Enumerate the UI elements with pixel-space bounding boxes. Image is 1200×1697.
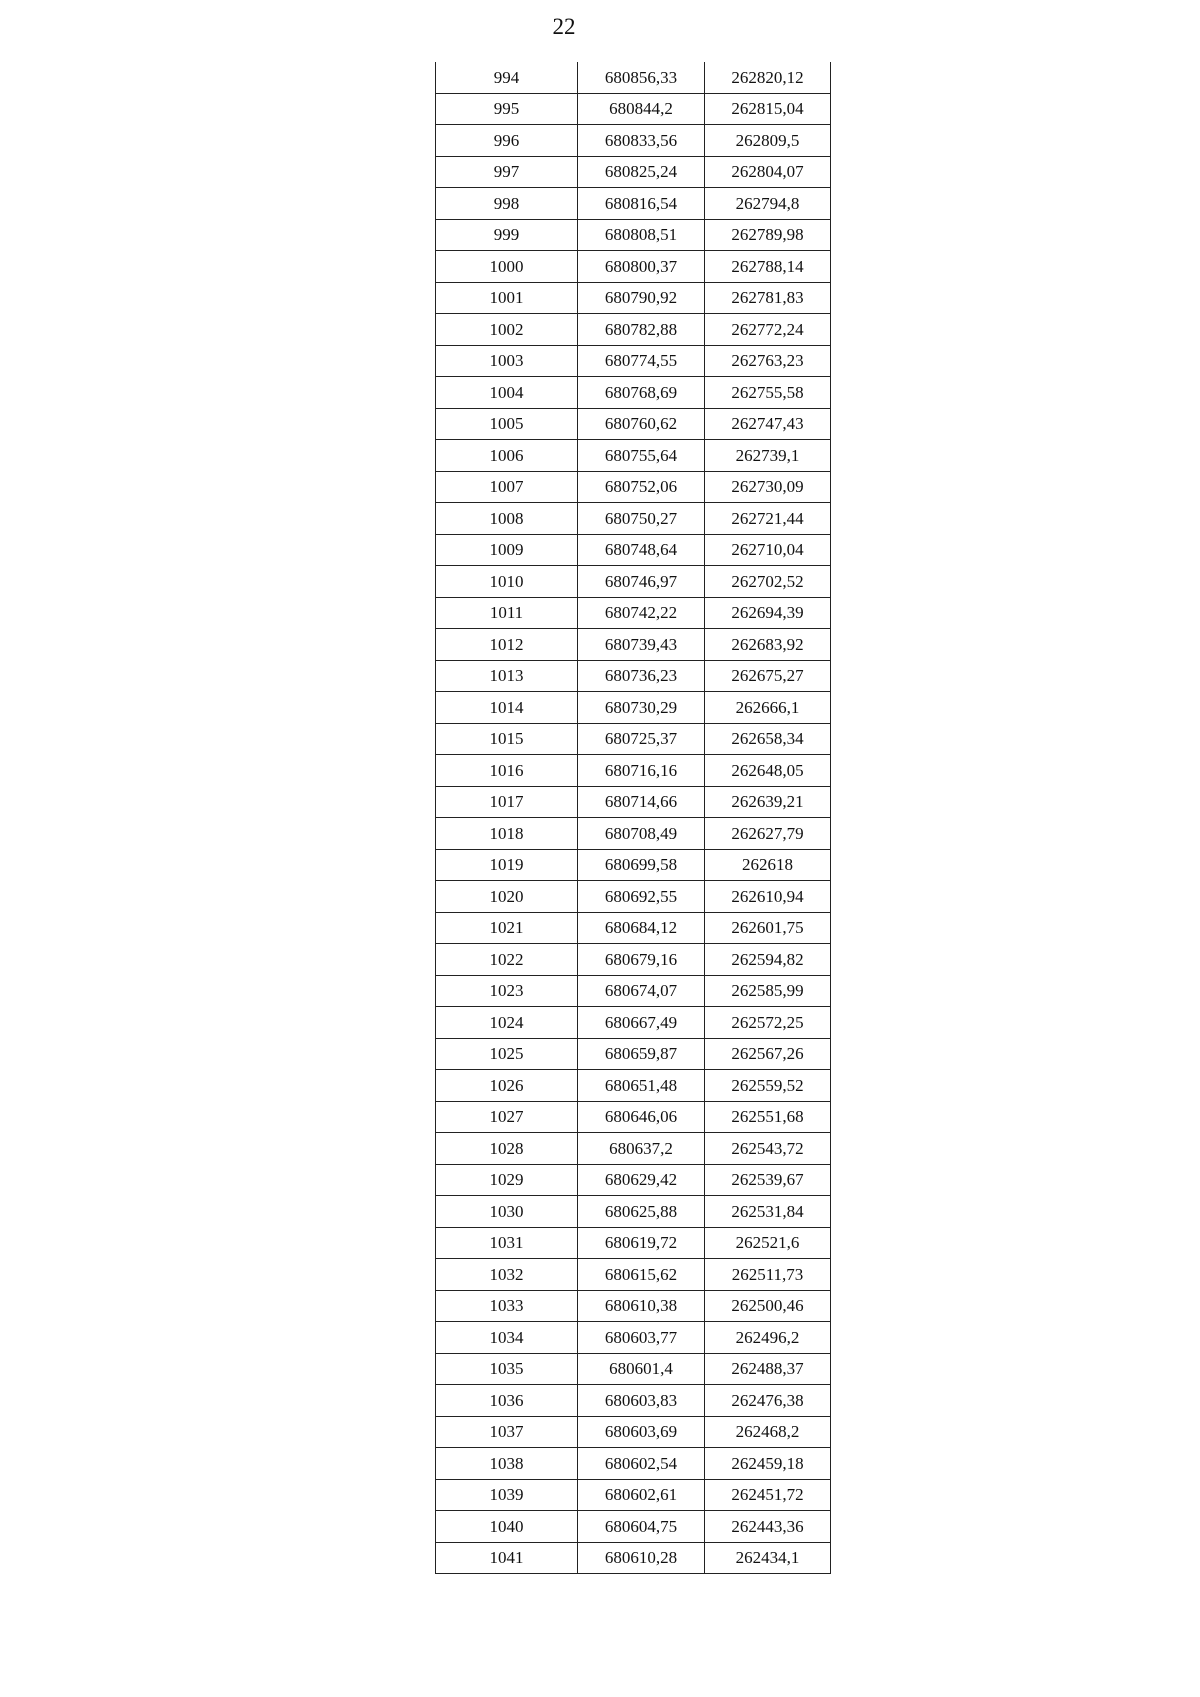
x-coordinate-cell: 680748,64 — [578, 534, 705, 566]
y-coordinate-cell: 262476,38 — [705, 1385, 831, 1417]
x-coordinate-cell: 680808,51 — [578, 219, 705, 251]
table-row — [436, 125, 831, 157]
x-coordinate-cell: 680603,83 — [578, 1385, 705, 1417]
table-row — [436, 1385, 831, 1417]
table-row — [436, 849, 831, 881]
x-coordinate-cell: 680800,37 — [578, 251, 705, 283]
y-coordinate-cell: 262443,36 — [705, 1511, 831, 1543]
point-number-cell: 1008 — [436, 503, 578, 535]
point-number-cell: 1012 — [436, 629, 578, 661]
table-row — [436, 156, 831, 188]
x-coordinate-cell: 680736,23 — [578, 660, 705, 692]
point-number-cell: 1007 — [436, 471, 578, 503]
point-number-cell: 1035 — [436, 1353, 578, 1385]
y-coordinate-cell: 262815,04 — [705, 93, 831, 125]
x-coordinate-cell: 680629,42 — [578, 1164, 705, 1196]
y-coordinate-cell: 262539,67 — [705, 1164, 831, 1196]
table-row — [436, 503, 831, 535]
point-number-cell: 1017 — [436, 786, 578, 818]
x-coordinate-cell: 680725,37 — [578, 723, 705, 755]
y-coordinate-cell: 262730,09 — [705, 471, 831, 503]
y-coordinate-cell: 262610,94 — [705, 881, 831, 913]
y-coordinate-cell: 262747,43 — [705, 408, 831, 440]
point-number-cell: 1016 — [436, 755, 578, 787]
x-coordinate-cell: 680610,28 — [578, 1542, 705, 1574]
coordinates-table-body — [436, 62, 831, 1574]
table-row — [436, 786, 831, 818]
x-coordinate-cell: 680651,48 — [578, 1070, 705, 1102]
x-coordinate-cell: 680730,29 — [578, 692, 705, 724]
x-coordinate-cell: 680602,54 — [578, 1448, 705, 1480]
x-coordinate-cell: 680708,49 — [578, 818, 705, 850]
x-coordinate-cell: 680684,12 — [578, 912, 705, 944]
x-coordinate-cell: 680610,38 — [578, 1290, 705, 1322]
y-coordinate-cell: 262567,26 — [705, 1038, 831, 1070]
point-number-cell: 1010 — [436, 566, 578, 598]
point-number-cell: 1000 — [436, 251, 578, 283]
point-number-cell: 1005 — [436, 408, 578, 440]
point-number-cell: 1006 — [436, 440, 578, 472]
point-number-cell: 999 — [436, 219, 578, 251]
point-number-cell: 1036 — [436, 1385, 578, 1417]
table-row — [436, 755, 831, 787]
table-row — [436, 944, 831, 976]
point-number-cell: 995 — [436, 93, 578, 125]
x-coordinate-cell: 680816,54 — [578, 188, 705, 220]
y-coordinate-cell: 262658,34 — [705, 723, 831, 755]
point-number-cell: 1020 — [436, 881, 578, 913]
point-number-cell: 1033 — [436, 1290, 578, 1322]
table-row — [436, 1479, 831, 1511]
y-coordinate-cell: 262809,5 — [705, 125, 831, 157]
x-coordinate-cell: 680716,16 — [578, 755, 705, 787]
y-coordinate-cell: 262794,8 — [705, 188, 831, 220]
point-number-cell: 1014 — [436, 692, 578, 724]
point-number-cell: 1022 — [436, 944, 578, 976]
x-coordinate-cell: 680646,06 — [578, 1101, 705, 1133]
table-row — [436, 282, 831, 314]
point-number-cell: 1001 — [436, 282, 578, 314]
table-row — [436, 566, 831, 598]
y-coordinate-cell: 262585,99 — [705, 975, 831, 1007]
table-row — [436, 251, 831, 283]
x-coordinate-cell: 680752,06 — [578, 471, 705, 503]
x-coordinate-cell: 680774,55 — [578, 345, 705, 377]
point-number-cell: 1037 — [436, 1416, 578, 1448]
table-row — [436, 62, 831, 93]
x-coordinate-cell: 680768,69 — [578, 377, 705, 409]
point-number-cell: 1021 — [436, 912, 578, 944]
point-number-cell: 1028 — [436, 1133, 578, 1165]
point-number-cell: 1009 — [436, 534, 578, 566]
point-number-cell: 1019 — [436, 849, 578, 881]
table-row — [436, 660, 831, 692]
table-row — [436, 188, 831, 220]
x-coordinate-cell: 680692,55 — [578, 881, 705, 913]
y-coordinate-cell: 262521,6 — [705, 1227, 831, 1259]
point-number-cell: 1041 — [436, 1542, 578, 1574]
x-coordinate-cell: 680603,77 — [578, 1322, 705, 1354]
page-number: 22 — [552, 14, 576, 39]
y-coordinate-cell: 262459,18 — [705, 1448, 831, 1480]
y-coordinate-cell: 262500,46 — [705, 1290, 831, 1322]
y-coordinate-cell: 262820,12 — [705, 62, 831, 93]
point-number-cell: 1013 — [436, 660, 578, 692]
x-coordinate-cell: 680739,43 — [578, 629, 705, 661]
point-number-cell: 1038 — [436, 1448, 578, 1480]
x-coordinate-cell: 680742,22 — [578, 597, 705, 629]
point-number-cell: 1031 — [436, 1227, 578, 1259]
table-row — [436, 881, 831, 913]
table-row — [436, 1290, 831, 1322]
table-row — [436, 408, 831, 440]
table-row — [436, 440, 831, 472]
x-coordinate-cell: 680619,72 — [578, 1227, 705, 1259]
table-row — [436, 314, 831, 346]
table-row — [436, 377, 831, 409]
point-number-cell: 1030 — [436, 1196, 578, 1228]
table-row — [436, 629, 831, 661]
table-row — [436, 1353, 831, 1385]
y-coordinate-cell: 262755,58 — [705, 377, 831, 409]
y-coordinate-cell: 262804,07 — [705, 156, 831, 188]
x-coordinate-cell: 680637,2 — [578, 1133, 705, 1165]
y-coordinate-cell: 262468,2 — [705, 1416, 831, 1448]
y-coordinate-cell: 262572,25 — [705, 1007, 831, 1039]
x-coordinate-cell: 680625,88 — [578, 1196, 705, 1228]
point-number-cell: 1026 — [436, 1070, 578, 1102]
table-row — [436, 692, 831, 724]
x-coordinate-cell: 680760,62 — [578, 408, 705, 440]
x-coordinate-cell: 680674,07 — [578, 975, 705, 1007]
table-row — [436, 1227, 831, 1259]
y-coordinate-cell: 262618 — [705, 849, 831, 881]
y-coordinate-cell: 262675,27 — [705, 660, 831, 692]
y-coordinate-cell: 262639,21 — [705, 786, 831, 818]
x-coordinate-cell: 680679,16 — [578, 944, 705, 976]
y-coordinate-cell: 262694,39 — [705, 597, 831, 629]
x-coordinate-cell: 680602,61 — [578, 1479, 705, 1511]
point-number-cell: 1039 — [436, 1479, 578, 1511]
point-number-cell: 1023 — [436, 975, 578, 1007]
table-row — [436, 219, 831, 251]
point-number-cell: 1004 — [436, 377, 578, 409]
table-row — [436, 1542, 831, 1574]
y-coordinate-cell: 262648,05 — [705, 755, 831, 787]
coordinates-table — [435, 62, 831, 1574]
y-coordinate-cell: 262559,52 — [705, 1070, 831, 1102]
point-number-cell: 1040 — [436, 1511, 578, 1543]
point-number-cell: 1018 — [436, 818, 578, 850]
table-row — [436, 1164, 831, 1196]
table-row — [436, 345, 831, 377]
point-number-cell: 998 — [436, 188, 578, 220]
table-row — [436, 1196, 831, 1228]
y-coordinate-cell: 262627,79 — [705, 818, 831, 850]
point-number-cell: 1002 — [436, 314, 578, 346]
table-row — [436, 93, 831, 125]
y-coordinate-cell: 262451,72 — [705, 1479, 831, 1511]
table-row — [436, 1322, 831, 1354]
y-coordinate-cell: 262763,23 — [705, 345, 831, 377]
y-coordinate-cell: 262601,75 — [705, 912, 831, 944]
y-coordinate-cell: 262511,73 — [705, 1259, 831, 1291]
table-row — [436, 975, 831, 1007]
y-coordinate-cell: 262666,1 — [705, 692, 831, 724]
point-number-cell: 1024 — [436, 1007, 578, 1039]
y-coordinate-cell: 262488,37 — [705, 1353, 831, 1385]
x-coordinate-cell: 680601,4 — [578, 1353, 705, 1385]
y-coordinate-cell: 262543,72 — [705, 1133, 831, 1165]
point-number-cell: 1032 — [436, 1259, 578, 1291]
point-number-cell: 994 — [436, 62, 578, 93]
table-row — [436, 1038, 831, 1070]
point-number-cell: 997 — [436, 156, 578, 188]
y-coordinate-cell: 262531,84 — [705, 1196, 831, 1228]
point-number-cell: 1034 — [436, 1322, 578, 1354]
x-coordinate-cell: 680856,33 — [578, 62, 705, 93]
y-coordinate-cell: 262594,82 — [705, 944, 831, 976]
table-row — [436, 1133, 831, 1165]
x-coordinate-cell: 680746,97 — [578, 566, 705, 598]
x-coordinate-cell: 680755,64 — [578, 440, 705, 472]
x-coordinate-cell: 680825,24 — [578, 156, 705, 188]
x-coordinate-cell: 680699,58 — [578, 849, 705, 881]
y-coordinate-cell: 262788,14 — [705, 251, 831, 283]
y-coordinate-cell: 262496,2 — [705, 1322, 831, 1354]
point-number-cell: 1011 — [436, 597, 578, 629]
y-coordinate-cell: 262772,24 — [705, 314, 831, 346]
table-row — [436, 597, 831, 629]
x-coordinate-cell: 680782,88 — [578, 314, 705, 346]
y-coordinate-cell: 262789,98 — [705, 219, 831, 251]
table-row — [436, 1007, 831, 1039]
table-row — [436, 1101, 831, 1133]
x-coordinate-cell: 680714,66 — [578, 786, 705, 818]
table-row — [436, 471, 831, 503]
x-coordinate-cell: 680667,49 — [578, 1007, 705, 1039]
table-row — [436, 534, 831, 566]
point-number-cell: 1003 — [436, 345, 578, 377]
table-row — [436, 1448, 831, 1480]
y-coordinate-cell: 262710,04 — [705, 534, 831, 566]
table-row — [436, 818, 831, 850]
table-row — [436, 723, 831, 755]
x-coordinate-cell: 680615,62 — [578, 1259, 705, 1291]
x-coordinate-cell: 680659,87 — [578, 1038, 705, 1070]
x-coordinate-cell: 680750,27 — [578, 503, 705, 535]
y-coordinate-cell: 262551,68 — [705, 1101, 831, 1133]
point-number-cell: 1029 — [436, 1164, 578, 1196]
point-number-cell: 1027 — [436, 1101, 578, 1133]
table-row — [436, 1070, 831, 1102]
point-number-cell: 1015 — [436, 723, 578, 755]
y-coordinate-cell: 262702,52 — [705, 566, 831, 598]
x-coordinate-cell: 680790,92 — [578, 282, 705, 314]
x-coordinate-cell: 680603,69 — [578, 1416, 705, 1448]
x-coordinate-cell: 680844,2 — [578, 93, 705, 125]
y-coordinate-cell: 262434,1 — [705, 1542, 831, 1574]
table-row — [436, 1416, 831, 1448]
y-coordinate-cell: 262683,92 — [705, 629, 831, 661]
y-coordinate-cell: 262739,1 — [705, 440, 831, 472]
table-row — [436, 1259, 831, 1291]
point-number-cell: 996 — [436, 125, 578, 157]
x-coordinate-cell: 680604,75 — [578, 1511, 705, 1543]
table-row — [436, 912, 831, 944]
y-coordinate-cell: 262721,44 — [705, 503, 831, 535]
point-number-cell: 1025 — [436, 1038, 578, 1070]
table-row — [436, 1511, 831, 1543]
y-coordinate-cell: 262781,83 — [705, 282, 831, 314]
x-coordinate-cell: 680833,56 — [578, 125, 705, 157]
